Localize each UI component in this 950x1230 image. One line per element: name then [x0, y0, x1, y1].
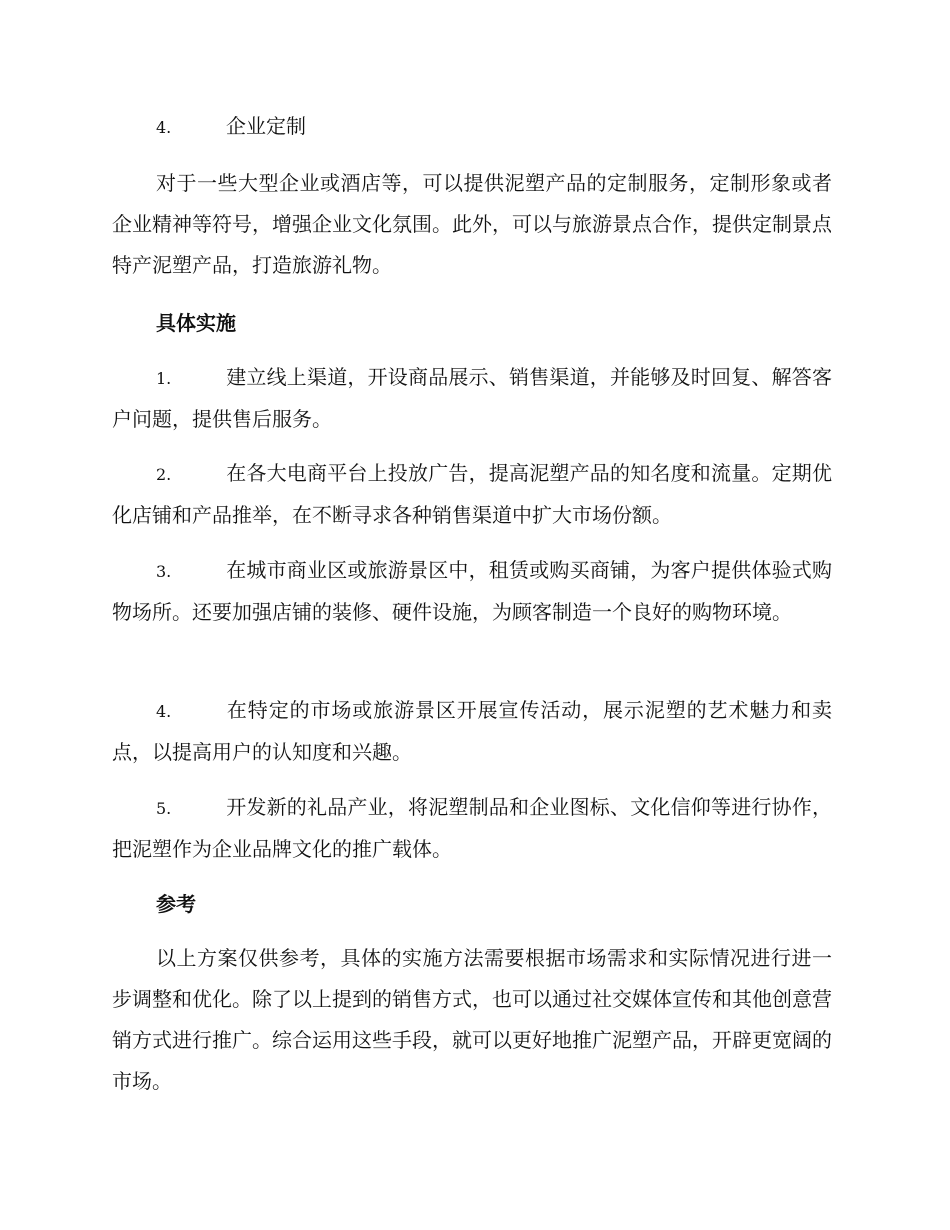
list-item-2: [112, 453, 832, 536]
list-number: 3.: [156, 562, 172, 581]
section-title: 企业定制: [226, 114, 306, 138]
paragraph-custom-service: 对于一些大型企业或酒店等，可以提供泥塑产品的定制服务，定制形象或者企业精神等符号，增强企业文化氛围。此外，可以与旅游景点合作，提供定制景点特产泥塑产品，打造旅游礼物。: [112, 171, 832, 277]
list-text: 开发新的礼品产业，将泥塑制品和企业图标、文化信仰等进行协作，把泥塑作为企业品牌文化的推广载体。: [112, 795, 832, 861]
list-number: 2.: [156, 465, 172, 484]
list-text: 在特定的市场或旅游景区开展宣传活动，展示泥塑的艺术魅力和卖点，以提高用户的认知度和兴趣。: [112, 698, 832, 764]
heading-reference: 参考: [156, 892, 196, 916]
list-item-4: [112, 690, 832, 773]
list-text: 在城市商业区或旅游景区中，租赁或购买商铺，为客户提供体验式购物场所。还要加强店铺的装修、硬件设施，为顾客制造一个良好的购物环境。: [112, 558, 832, 624]
list-item-5: [112, 787, 832, 870]
heading-implementation: 具体实施: [156, 311, 236, 335]
section-number: 4.: [156, 118, 172, 137]
list-item-3: [112, 550, 832, 633]
list-text: 在各大电商平台上投放广告，提高泥塑产品的知名度和流量。定期优化店铺和产品推举，在不断寻求各种销售渠道中扩大市场份额。: [112, 461, 832, 527]
list-text: 建立线上渠道，开设商品展示、销售渠道，并能够及时回复、解答客户问题，提供售后服务。: [112, 365, 832, 431]
list-number: 1.: [156, 369, 172, 388]
paragraph-reference: 以上方案仅供参考，具体的实施方法需要根据市场需求和实际情况进行进一步调整和优化。除了以上提到的销售方式，也可以通过社交媒体宣传和其他创意营销方式进行推广。综合运用这些手段，就可以更好地推广泥塑产品，开辟更宽阔的市场。: [112, 946, 832, 1093]
list-number: 4.: [156, 702, 172, 721]
section-heading-enterprise-custom: [156, 106, 876, 148]
list-item-1: [112, 357, 832, 440]
list-number: 5.: [156, 799, 172, 818]
